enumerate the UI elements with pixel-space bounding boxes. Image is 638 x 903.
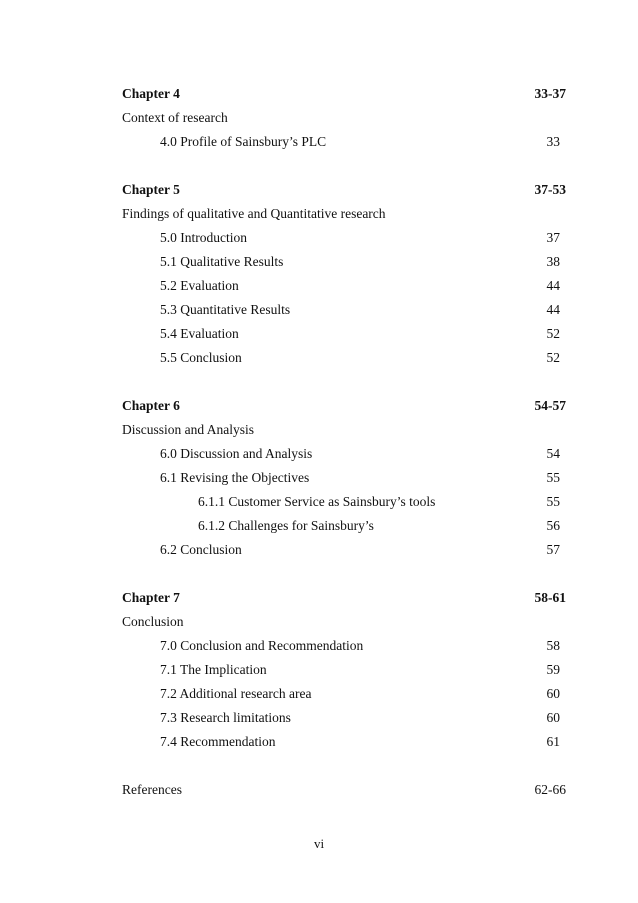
chapter-title: Chapter 4 [122, 86, 180, 101]
toc-subentry [122, 516, 566, 536]
toc-entry-label: 5.5 Conclusion [160, 350, 242, 365]
toc-entry [122, 300, 566, 320]
toc-entry [122, 468, 566, 488]
toc-entry-label: 7.0 Conclusion and Recommendation [160, 638, 364, 653]
chapter-page-range: 33-37 [534, 86, 566, 101]
toc-entry-label: 7.2 Additional research area [160, 686, 312, 701]
toc-entry-page: 52 [546, 350, 560, 365]
toc-entry-label: 5.1 Qualitative Results [160, 254, 284, 269]
toc-chapter-subtitle [122, 420, 566, 440]
toc-entry-label: 5.2 Evaluation [160, 278, 239, 293]
references-pages: 62-66 [534, 782, 566, 797]
toc-entry-label: 6.0 Discussion and Analysis [160, 446, 313, 461]
toc-entry-page: 60 [546, 710, 560, 725]
toc-entry-page: 44 [546, 278, 560, 293]
toc-chapter-subtitle [122, 108, 566, 128]
toc-entry [122, 444, 566, 464]
toc-entry-page: 59 [546, 662, 560, 677]
toc-entry [122, 732, 566, 752]
references-label: References [122, 782, 182, 797]
toc-entry-label: 6.1 Revising the Objectives [160, 470, 310, 485]
toc-subentry [122, 492, 566, 512]
toc-chapter-heading [122, 84, 566, 104]
toc-entry-page: 37 [546, 230, 560, 245]
toc-chapter-heading [122, 588, 566, 608]
toc-entry-page: 38 [546, 254, 560, 269]
toc-entry-label: 4.0 Profile of Sainsbury’s PLC [160, 134, 327, 149]
toc-entry [122, 348, 566, 368]
toc-entry-label: 5.4 Evaluation [160, 326, 239, 341]
chapter-subtitle: Conclusion [122, 614, 184, 629]
toc-entry [122, 708, 566, 728]
chapter-title: Chapter 5 [122, 182, 180, 197]
toc-entry [122, 660, 566, 680]
toc-chapter-heading [122, 396, 566, 416]
toc-references [122, 780, 566, 800]
chapter-page-range: 37-53 [534, 182, 566, 197]
toc-entry-page: 58 [546, 638, 560, 653]
toc-entry [122, 324, 566, 344]
toc-chapter-heading [122, 180, 566, 200]
toc-entry [122, 540, 566, 560]
toc-entry-label: 6.2 Conclusion [160, 542, 242, 557]
toc-entry-page: 54 [546, 446, 560, 461]
toc-subentry-label: 6.1.1 Customer Service as Sainsbury’s tools [198, 494, 436, 509]
toc-entry-label: 7.1 The Implication [160, 662, 267, 677]
toc-entry-label: 7.3 Research limitations [160, 710, 291, 725]
chapter-page-range: 58-61 [534, 590, 566, 605]
chapter-title: Chapter 6 [122, 398, 180, 413]
toc-entry-page: 57 [546, 542, 560, 557]
chapter-subtitle: Context of research [122, 110, 228, 125]
toc-entry-page: 61 [546, 734, 560, 749]
chapter-subtitle: Findings of qualitative and Quantitative research [122, 206, 386, 221]
toc-entry-page: 44 [546, 302, 560, 317]
toc-subentry-label: 6.1.2 Challenges for Sainsbury’s [198, 518, 374, 533]
toc-entry [122, 276, 566, 296]
toc-entry-label: 5.3 Quantitative Results [160, 302, 291, 317]
toc-subentry-page: 56 [546, 518, 560, 533]
page-number: vi [313, 836, 325, 851]
toc-entry-page: 52 [546, 326, 560, 341]
toc-entry [122, 636, 566, 656]
toc-entry [122, 228, 566, 248]
chapter-subtitle: Discussion and Analysis [122, 422, 255, 437]
toc-entry-label: 5.0 Introduction [160, 230, 247, 245]
toc-chapter-subtitle [122, 612, 566, 632]
toc-chapter-subtitle [122, 204, 566, 224]
toc-entry [122, 132, 566, 152]
toc-entry-label: 7.4 Recommendation [160, 734, 276, 749]
chapter-title: Chapter 7 [122, 590, 180, 605]
toc-entry [122, 684, 566, 704]
chapter-page-range: 54-57 [534, 398, 566, 413]
toc-entry-page: 55 [546, 470, 560, 485]
toc-entry [122, 252, 566, 272]
toc-entry-page: 33 [546, 134, 560, 149]
toc-subentry-page: 55 [546, 494, 560, 509]
toc-entry-page: 60 [546, 686, 560, 701]
